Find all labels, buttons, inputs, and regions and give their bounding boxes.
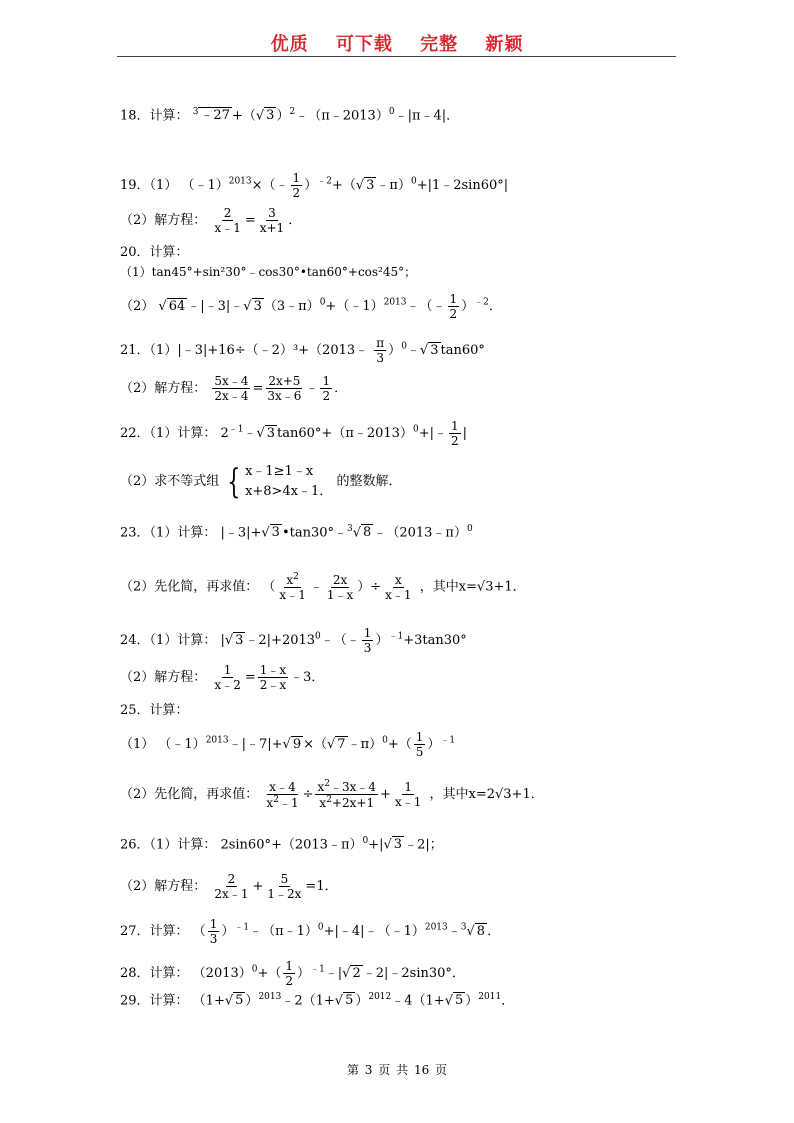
header-divider bbox=[117, 56, 676, 57]
problem-20b-label: （2） bbox=[120, 299, 155, 314]
problem-23c-label: ，其中x=√3+1． bbox=[419, 579, 526, 595]
problem-27-label: 27．计算： bbox=[120, 924, 189, 939]
problem-25b: （2）先化简，再求值： $\frac{x﹣4}{x^2﹣1}$ ÷ $\frac{x^2﹣3x﹣4}{x^2+2x+1}$ + $\frac{1}{x﹣1}$ ，其中x=2√3+1． bbox=[120, 779, 544, 810]
header-word-3: 完整 bbox=[420, 34, 459, 55]
problem-22c-label: 的整数解． bbox=[336, 474, 402, 489]
footer-ye-2: 页 bbox=[435, 1063, 448, 1077]
problem-29: 29．计算： （1+√ 5 ）$^{2013}$﹣2（1+√ 5 ）$^{2012}$﹣4（1+√ 5 ）$^{2011}$． bbox=[120, 992, 515, 1009]
problem-24-label: 24．（1）计算： bbox=[120, 633, 217, 648]
problem-24b: （2）解方程： $\frac{1}{x﹣2}$ = $\frac{1﹣x}{2﹣x}$ ﹣3． bbox=[120, 663, 325, 692]
footer-gong: 共 bbox=[396, 1063, 409, 1077]
problem-27: 27．计算： （ $\frac{1}{3}$ ）$^{﹣1}$﹣（π﹣1）$^0$+|﹣4|﹣（﹣1）$^{2013}$﹣$^3$√ 8 ． bbox=[120, 917, 501, 946]
page-header bbox=[0, 30, 794, 56]
problem-21b-label: （2）解方程： bbox=[120, 381, 207, 396]
footer-page-number: 3 bbox=[364, 1063, 373, 1077]
footer-ye: 页 bbox=[378, 1063, 391, 1077]
problem-22b: （2）求不等式组 { x﹣1≥1﹣x x+8>4x﹣1． 的整数解． bbox=[120, 461, 402, 502]
problem-23-label: 23．（1）计算： bbox=[120, 525, 217, 541]
header-word-2: 可下载 bbox=[335, 34, 393, 55]
problem-23: 23．（1）计算： |﹣3|+√ 3 •tan30°﹣$^3$√ 8 ﹣（2013﹣π）$^0$ bbox=[120, 524, 473, 541]
problem-19: 19．（1） （﹣1）$^{2013}$×（﹣ $\frac{1}{2}$ ）$^{﹣2}$+（√ 3 ﹣π）$^0$+|1﹣2sin60°| bbox=[120, 171, 509, 200]
header-word-1: 优质 bbox=[270, 34, 309, 55]
footer-total-pages: 16 bbox=[413, 1063, 430, 1077]
problem-25c-label: ，其中x=2√3+1． bbox=[429, 787, 544, 802]
problem-28: 28．计算： $(2013)^0+$（ $\frac{1}{2}$ ）$^{﹣1}$﹣|√ 2 ﹣2|﹣2sin30°． bbox=[120, 959, 465, 988]
problem-20: 20．计算： bbox=[120, 245, 189, 260]
problem-23b: （2）先化简，再求值： （ $\frac{x^2}{x﹣1}$ ﹣ $\frac{2x}{1﹣x}$ ）÷ $\frac{x}{x﹣1}$ ，其中x=√3+1． bbox=[120, 572, 526, 602]
problem-19b-label: （2）解方程： bbox=[120, 213, 207, 228]
problem-26: 26．（1）计算： 2sin60°+（2013﹣π）$^0$+|√ 3 ﹣2|； bbox=[120, 836, 443, 853]
problem-24b-label: （2）解方程： bbox=[120, 670, 207, 685]
problem-18: 18．计算： $^3$ ﹣27 +（√ 3 ）$^2$﹣（π﹣2013）$^0$﹣|π﹣4|． bbox=[120, 107, 460, 124]
problem-22b-label: （2）求不等式组 bbox=[120, 474, 220, 489]
problem-22-label: 22．（1）计算： bbox=[120, 426, 217, 441]
problem-19-label: 19．（1） bbox=[120, 178, 178, 193]
problem-21: 21．（1）|﹣3|+16÷（﹣2）³+（2013﹣ $\frac{\pi}{3}$ ）$^0$﹣√ 3 tan60° bbox=[120, 336, 485, 365]
problem-26b: （2）解方程： $\frac{2}{2x﹣1}$ + $\frac{5}{1﹣2x}$ =1． bbox=[120, 872, 338, 901]
problem-18-label: 18．计算： bbox=[120, 108, 189, 124]
problem-23b-label: （2）先化简，再求值： bbox=[120, 579, 259, 595]
problem-28-label: 28．计算： bbox=[120, 966, 189, 981]
problem-25b-label: （2）先化简，再求值： bbox=[120, 787, 259, 802]
problem-26b-label: （2）解方程： bbox=[120, 879, 207, 894]
problem-25a-label: （1） bbox=[120, 737, 155, 752]
page-footer bbox=[0, 1061, 794, 1078]
problem-21b: （2）解方程： $\frac{5x﹣4}{2x﹣4}$ = $\frac{2x+5}{3x﹣6}$ ﹣ $\frac{1}{2}$ ． bbox=[120, 374, 348, 403]
problem-29-label: 29．计算： bbox=[120, 993, 189, 1009]
problem-22: 22．（1）计算： $2^{﹣1}﹣√$ 3 tan60°+（π﹣2013）$^0$+|﹣ $\frac{1}{2}$ | bbox=[120, 419, 468, 448]
problem-21-label: 21．（1）|﹣3|+16÷（﹣2）³+（2013﹣ bbox=[120, 343, 369, 358]
problem-24: 24．（1）计算： |√ 3 $﹣2|+2013^0﹣(﹣$ $\frac{1}{3}$ ）$^{﹣1}$+3tan30° bbox=[120, 626, 467, 655]
problem-20a: （1）tan45°+sin²30°﹣cos30°•tan60°+cos²45°； bbox=[120, 265, 417, 279]
problem-25a: （1） （﹣1）$^{2013}$﹣|﹣7|+√ 9 ×（√ 7 ﹣π）$^0$+（ $\frac{1}{5}$ ）$^{﹣1}$ bbox=[120, 730, 456, 759]
footer-di: 第 bbox=[346, 1063, 359, 1077]
problem-25: 25．计算： bbox=[120, 703, 189, 718]
problem-26-label: 26．（1）计算： bbox=[120, 837, 217, 853]
header-word-4: 新颖 bbox=[485, 34, 524, 55]
problem-20b: （2） √ 64 ﹣|﹣3|﹣√ 3 （3﹣π）$^0$+（﹣1）$^{2013}$﹣（﹣ $\frac{1}{2}$ ）$^{﹣2}$． bbox=[120, 292, 502, 321]
problem-19b: （2）解方程： $\frac{2}{x﹣1}$ = $\frac{3}{x+1}$ ． bbox=[120, 206, 302, 235]
